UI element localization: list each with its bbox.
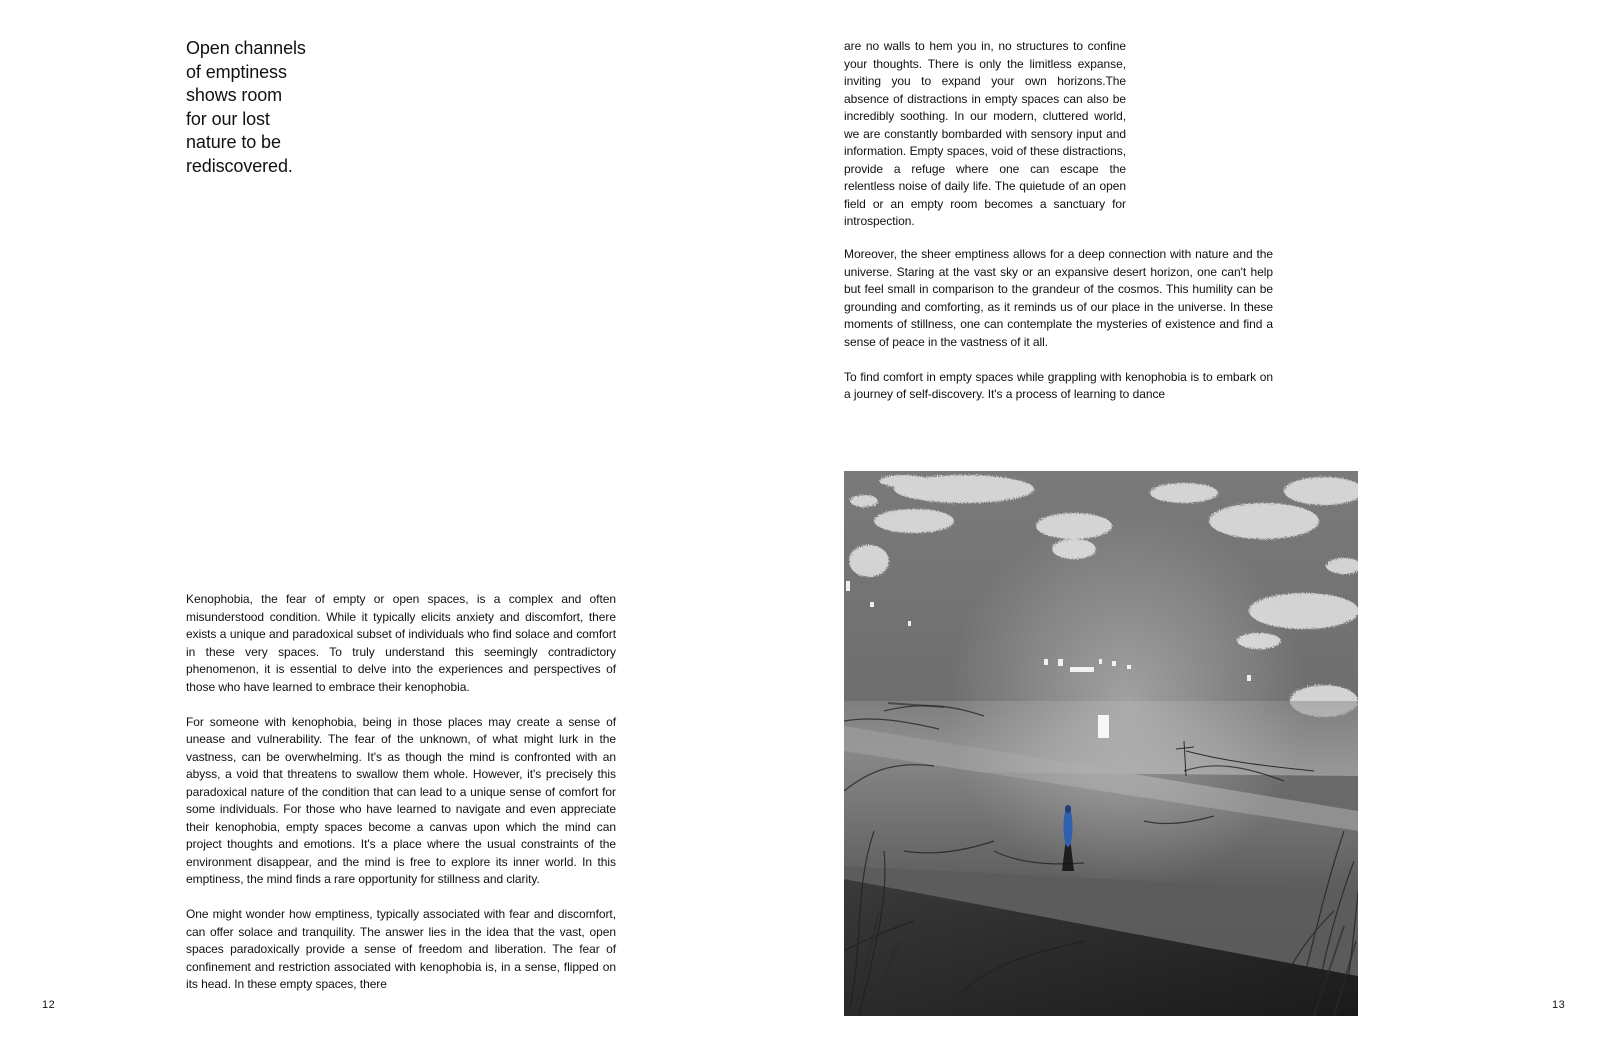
right-page [800,0,1600,1052]
pull-quote-line: Open channels [186,38,306,58]
page-number: 13 [1552,999,1566,1011]
pull-quote-line: shows room [186,85,283,105]
right-narrow-column [844,38,1126,231]
page-number: 12 [42,999,56,1011]
illustration-artwork [844,471,1358,1016]
pull-quote-line: nature to be [186,132,281,152]
pull-quote-line: rediscovered. [186,155,293,176]
pull-quote-line: for our lost [186,108,270,129]
body-paragraph: are no walls to hem you in, no structures to confine your thoughts. There is only the limitless expanse, inviting you to expand your own horizons.The absence of distractions in empty spaces can also be incredibly soothing. In our modern, cluttered world, we are constantly bombarded with sensory input and information. Empty spaces, void of these distractions, provide a refuge where one can escape the relentless noise of daily life. The quietude of an open field or an empty room becomes a sanctuary for introspection. [844,39,1126,228]
body-paragraph: To find comfort in empty spaces while grappling with kenophobia is to embark on a journey of self-discovery. It's a process of learning to dance [844,369,1273,401]
body-paragraph: One might wonder how emptiness, typically associated with fear and discomfort, can offer solace and tranquility. The answer lies in the idea that the vast, open spaces paradoxically provide a sense of freedom and liberation. The fear of confinement and restriction associated with kenophobia is, in a sense, flipped on its head. In these empty spaces, there [186,907,616,991]
body-paragraph: For someone with kenophobia, being in those places may create a sense of unease and vulnerability. The fear of the unknown, of what might lurk in the vastness, can be overwhelming. It's as though the mind is confronted with an abyss, a void that threatens to swallow them whole. However, it's precisely this paradoxical nature of the condition that can lead to a unique sense of comfort for some individuals. For those who have learned to navigate and even appreciate their kenophobia, empty spaces become a canvas upon which the mind can project thoughts and emotions. It's a place where the usual constraints of the environment disappear, and the mind is free to explore its inner world. In this emptiness, the mind finds a rare opportunity for stillness and clarity. [186,714,616,886]
left-body-column [186,591,616,994]
right-wide-column [844,246,1273,404]
pull-quote-line: of emptiness [186,61,287,82]
body-paragraph: Moreover, the sheer emptiness allows for a deep connection with nature and the universe. Staring at the vast sky or an expansive desert horizon, one can't help but feel small in comparison to the grandeur of the cosmos. This humility can be grounding and comforting, as it reminds us of our place in the universe. In these moments of stillness, one can contemplate the mysteries of existence and find a sense of peace in the vastness of it all. [844,247,1273,349]
body-paragraph: Kenophobia, the fear of empty or open spaces, is a complex and often misunderstood condition. While it typically elicits anxiety and discomfort, there exists a unique and paradoxical subset of individuals who find solace and comfort in these very spaces. To truly understand this seemingly contradictory phenomenon, it is essential to delve into the experiences and perspectives of those who have learned to embrace their kenophobia. [186,592,616,694]
pull-quote [186,37,346,178]
landscape-illustration [844,471,1358,1016]
